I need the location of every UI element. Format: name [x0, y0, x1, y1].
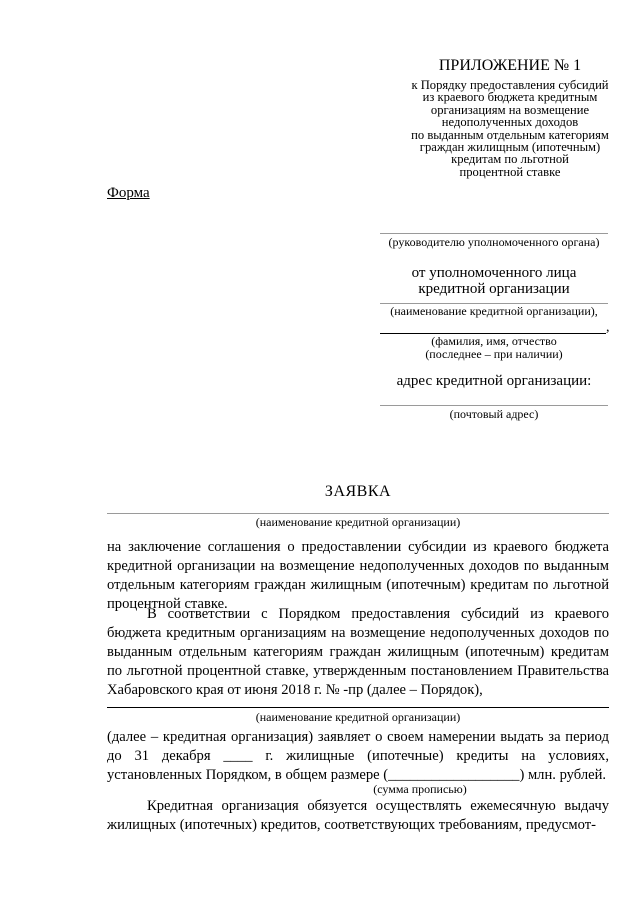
appendix-title: ПРИЛОЖЕНИЕ № 1 [438, 57, 582, 74]
from-text [366, 265, 622, 297]
postal-fill-line [380, 405, 608, 406]
postal-caption: (почтовый адрес) [449, 407, 539, 421]
appendix-line: из краевого бюджета кредитным [422, 90, 598, 105]
org-caption-1: (наименование кредитной организации) [255, 515, 461, 529]
document-heading: ЗАЯВКА [324, 483, 392, 500]
sum-caption: (сумма прописью) [373, 782, 467, 796]
appendix-line: граждан жилищным (ипотечным) [419, 140, 601, 155]
appendix-line: недополученных доходов [441, 115, 579, 130]
from-line: от уполномоченного лица [411, 265, 577, 281]
fio-caption-line: (фамилия, имя, отчество [431, 334, 557, 348]
appendix-line: по выданным отдельным категориям [411, 127, 609, 142]
org-name-caption: (наименование кредитной организации), [390, 304, 598, 318]
appendix-line: организациям на возмещение [430, 102, 590, 117]
paragraph-intent: (далее – кредитная организация) заявляет о своем намерении выдать за период до 31 декабря ____ г. жилищные (ипотечные) кредиты на условиях, установленных Порядком, в общем размере (__________________) млн. рублей. [107, 729, 609, 783]
paragraph-obligation: Кредитная организация обязуется осуществлять ежемесячную выдачу жилищных (ипотечных) кредитов, соответствующих требованиям, предусмот- [107, 798, 609, 833]
head-caption: (руководителю уполномоченного органа) [388, 235, 600, 249]
paragraph-purpose: на заключение соглашения о предоставлении субсидии из краевого бюджета кредитной организации на возмещение недополученных доходов по выданным отдельным категориям граждан жилищным (ипотечным) кредитам по льготной процентной ставке. [107, 539, 609, 612]
appendix-line: к Порядку предоставления субсидий [411, 78, 609, 92]
appendix-line: процентной ставке [459, 164, 561, 179]
fio-caption [366, 335, 622, 361]
form-label: Форма [107, 185, 150, 201]
org-fill-line-1 [107, 513, 609, 514]
org-fill-line-2 [107, 707, 609, 708]
head-fill-line [380, 233, 608, 234]
org-caption-2: (наименование кредитной организации) [255, 710, 461, 724]
appendix-line: кредитам по льготной [451, 152, 569, 167]
fio-comma: , [606, 320, 610, 335]
paragraph-basis: В соответствии с Порядком предоставления субсидий из краевого бюджета кредитным организациям на возмещение недополученных доходов по выданным отдельным категориям граждан жилищным (ипотечным) кредитам по льготной процентной ставке, утвержденным постановлением Правительства Хабаровского края от июня 2018 г. № -пр (далее – Порядок), [107, 606, 609, 698]
appendix-subtitle [372, 79, 640, 178]
address-label: адрес кредитной организации: [396, 373, 592, 389]
fio-caption-line: (последнее – при наличии) [425, 347, 563, 361]
from-line: кредитной организации [418, 281, 570, 297]
